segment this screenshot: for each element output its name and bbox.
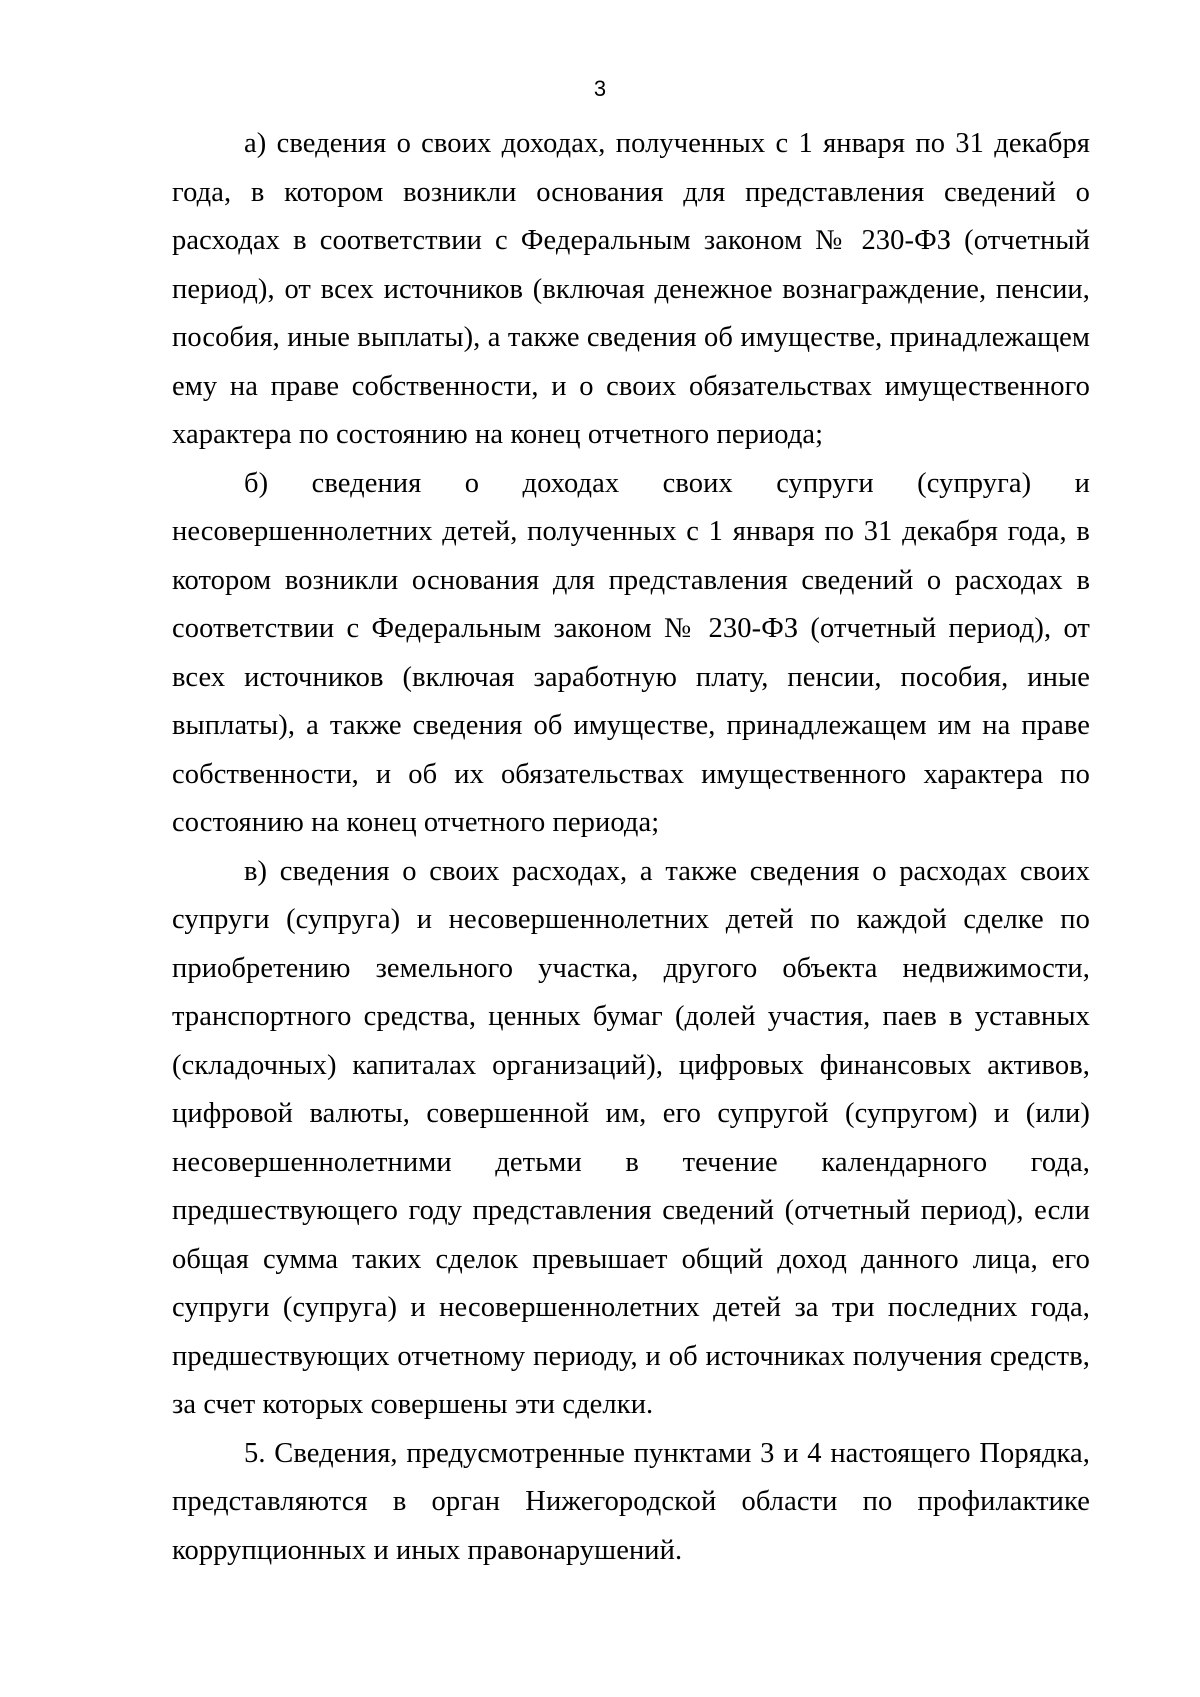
paragraph-5-submission: 5. Сведения, предусмотренные пунктами 3 и 4 настоящего Порядка, представляются в орган Нижегородской области по профилактике коррупционных и иных правонарушений. <box>172 1437 1090 1566</box>
paragraph-a-own-income: а) сведения о своих доходах, полученных с 1 января по 31 декабря года, в котором возникли основания для представления сведений о расходах в соответствии с Федеральным законом № 230-ФЗ (отчетный период), от всех источников (включая денежное вознаграждение, пенсии, пособия, иные выплаты), а также сведения об имуществе, принадлежащем ему на праве собственности, и о своих обязательствах имущественного характера по состоянию на конец отчетного периода; <box>172 128 1090 450</box>
paragraph-b-family-income: б) сведения о доходах своих супруги (супруга) и несовершеннолетних детей, полученных с 1 января по 31 декабря года, в котором возникли основания для представления сведений о расходах в соответствии с Федеральным законом № 230-ФЗ (отчетный период), от всех источников (включая заработную плату, пенсии, пособия, иные выплаты), а также сведения об имуществе, принадлежащем им на праве собственности, и об их обязательствах имущественного характера по состоянию на конец отчетного периода; <box>172 467 1090 838</box>
paragraph-c-expenses: в) сведения о своих расходах, а также сведения о расходах своих супруги (супруга) и несовершеннолетних детей по каждой сделке по приобретению земельного участка, другого объекта недвижимости, транспортного средства, ценных бумаг (долей участия, паев в уставных (складочных) капиталах организаций), цифровых финансовых активов, цифровой валюты, совершенной им, его супругой (супругом) и (или) несовершеннолетними детьми в течение календарного года, предшествующего году представления сведений (отчетный период), если общая сумма таких сделок превышает общий доход данного лица, его супруги (супруга) и несовершеннолетних детей за три последних года, предшествующих отчетному периоду, и об источниках получения средств, за счет которых совершены эти сделки. <box>172 855 1090 1420</box>
page-number: 3 <box>593 76 607 101</box>
document-body <box>172 120 1090 1575</box>
